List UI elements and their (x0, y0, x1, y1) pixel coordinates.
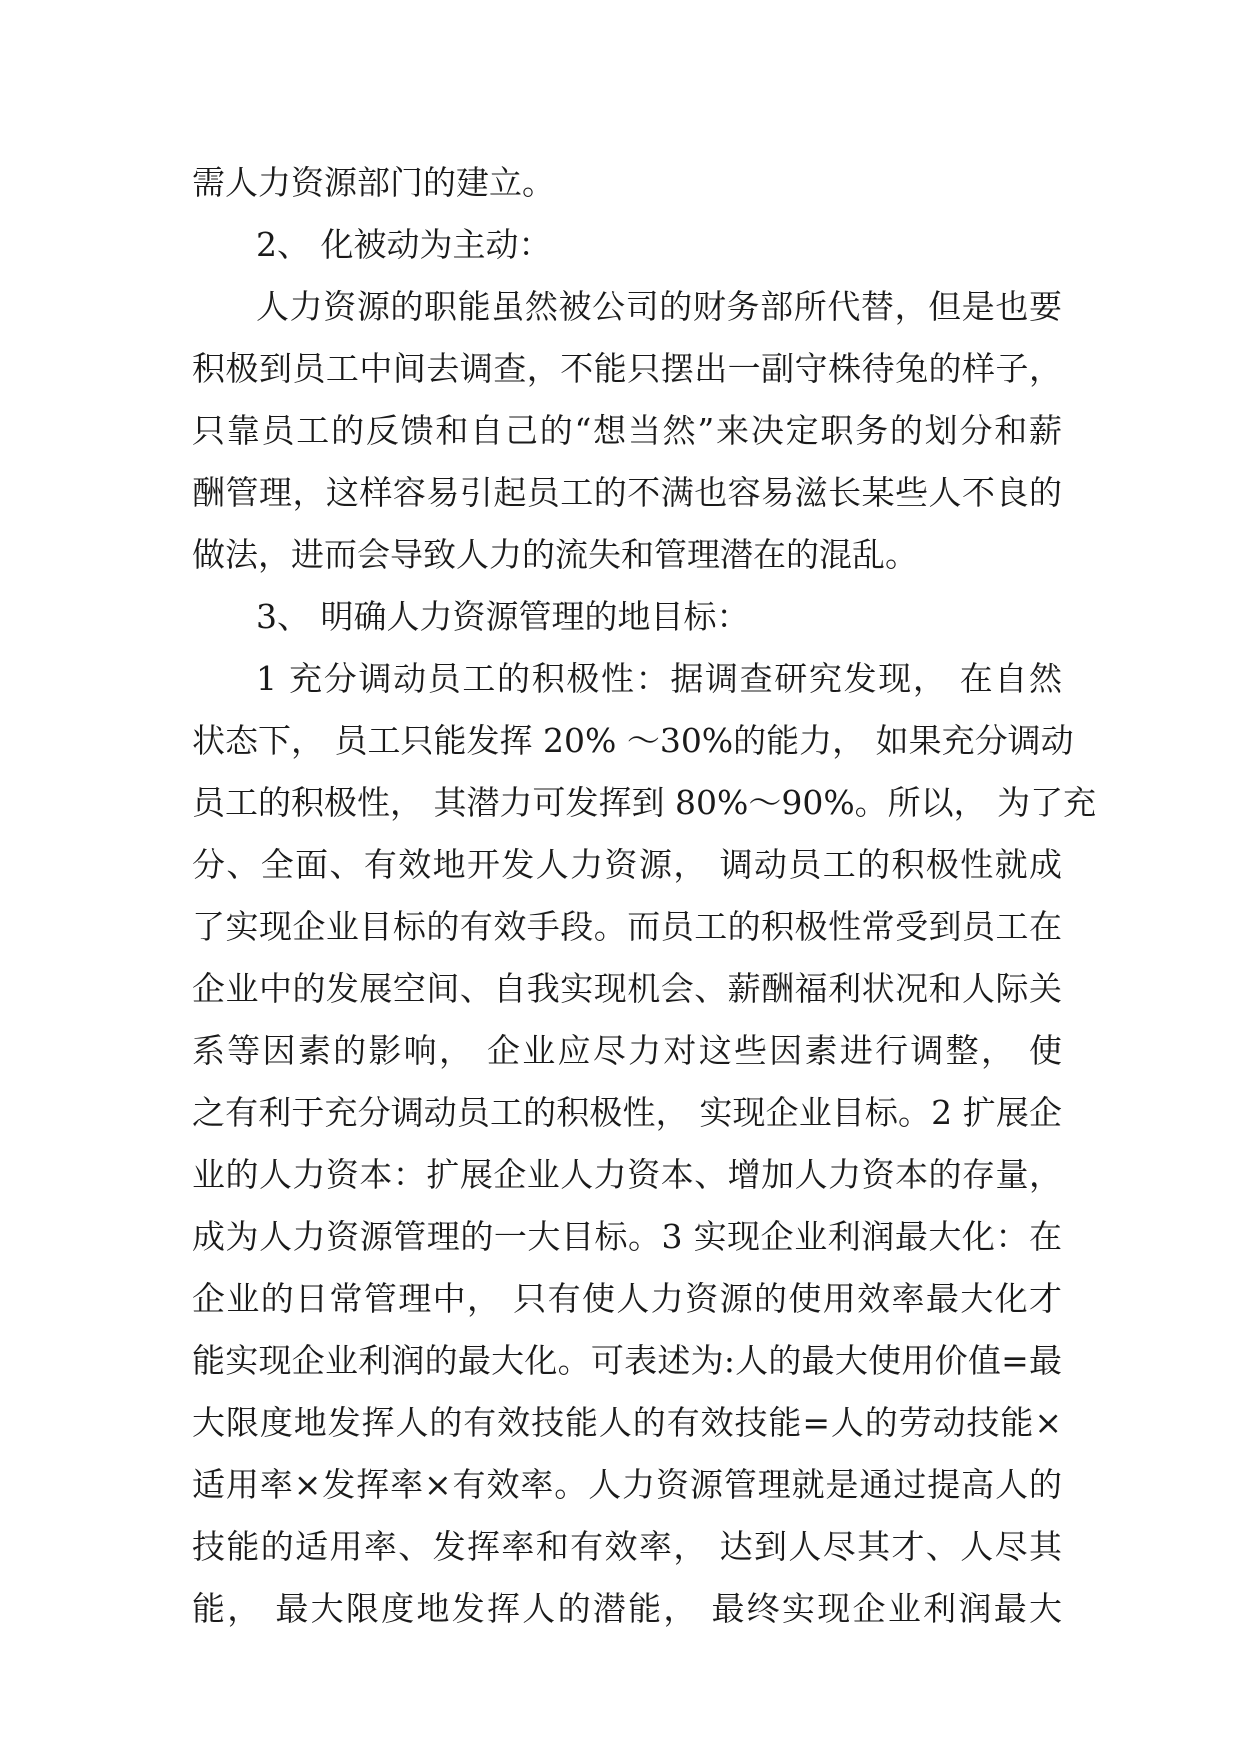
text-line: 3、 明确人力资源管理的地目标： (256, 597, 750, 636)
text-line: 能实现企业利润的最大化。可表述为:人的最大使用价值=最 (192, 1341, 1062, 1380)
text-line: 企业的日常管理中， 只有使人力资源的使用效率最大化才 (192, 1279, 1062, 1318)
text-line: 之有利于充分调动员工的积极性， 实现企业目标。2 扩展企 (192, 1093, 1062, 1132)
text-line: 员工的积极性， 其潜力可发挥到 80%～90%。所以， 为了充 (192, 783, 1097, 822)
text-line: 人力资源的职能虽然被公司的财务部所代替，但是也要 (256, 287, 1062, 326)
text-line: 大限度地发挥人的有效技能人的有效技能=人的劳动技能× (192, 1403, 1062, 1442)
text-line: 能， 最大限度地发挥人的潜能， 最终实现企业利润最大 (192, 1589, 1062, 1628)
text-line: 了实现企业目标的有效手段。而员工的积极性常受到员工在 (192, 907, 1062, 946)
text-line: 2、 化被动为主动： (256, 225, 552, 264)
text-line: 1 充分调动员工的积极性：据调查研究发现， 在自然 (256, 659, 1062, 698)
text-line: 分、全面、有效地开发人力资源， 调动员工的积极性就成 (192, 845, 1062, 884)
text-line: 只靠员工的反馈和自己的“想当然”来决定职务的划分和薪 (192, 411, 1062, 450)
text-line: 积极到员工中间去调查，不能只摆出一副守株待兔的样子， (192, 349, 1062, 388)
text-line: 企业中的发展空间、自我实现机会、薪酬福利状况和人际关 (192, 969, 1062, 1008)
text-line: 成为人力资源管理的一大目标。3 实现企业利润最大化：在 (192, 1217, 1062, 1256)
text-line: 技能的适用率、发挥率和有效率， 达到人尽其才、人尽其 (192, 1527, 1062, 1566)
text-line: 状态下， 员工只能发挥 20% ～30%的能力， 如果充分调动 (192, 721, 1074, 760)
text-line: 做法，进而会导致人力的流失和管理潜在的混乱。 (192, 535, 918, 574)
text-line: 酬管理，这样容易引起员工的不满也容易滋长某些人不良的 (192, 473, 1062, 512)
text-line: 适用率×发挥率×有效率。人力资源管理就是通过提高人的 (192, 1465, 1062, 1504)
text-line: 业的人力资本：扩展企业人力资本、增加人力资本的存量， (192, 1155, 1062, 1194)
text-line: 需人力资源部门的建立。 (192, 163, 555, 202)
text-line: 系等因素的影响， 企业应尽力对这些因素进行调整， 使 (192, 1031, 1062, 1070)
